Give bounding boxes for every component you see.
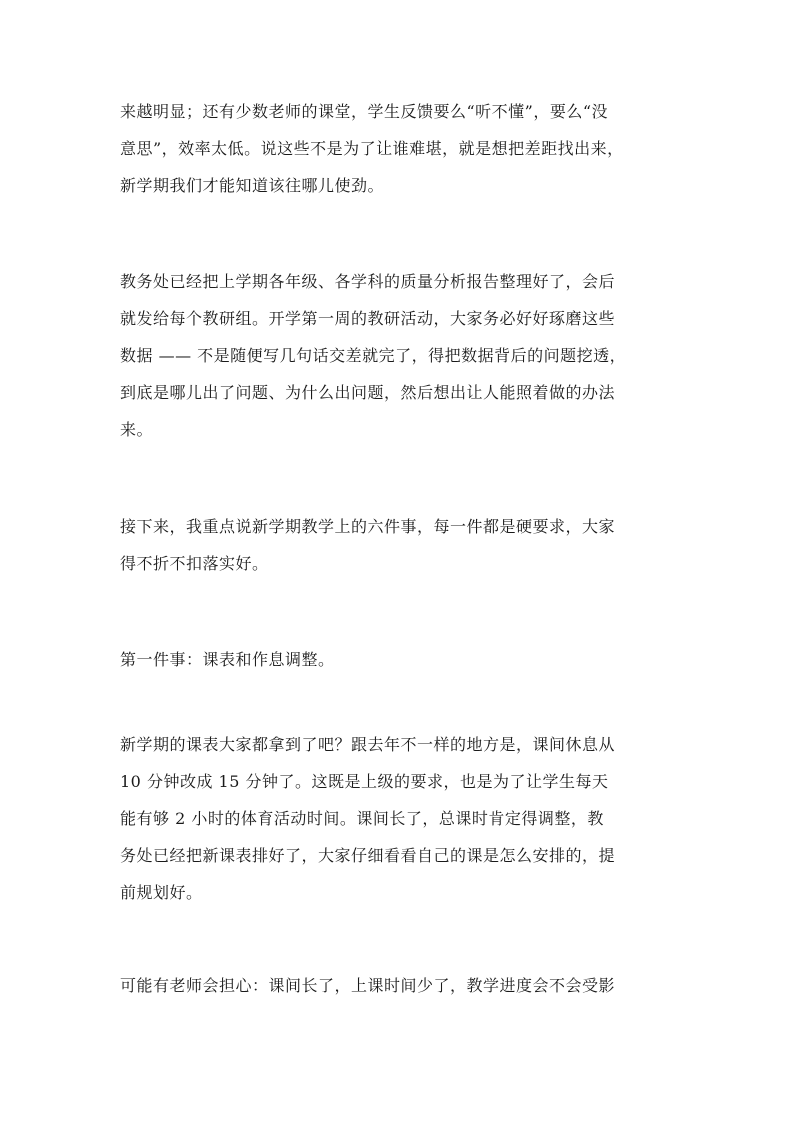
text-line: 10 分钟改成 15 分钟了。这既是上级的要求，也是为了让学生每天 [120,772,609,791]
text-line: 新学期我们才能知道该往哪儿使劲。 [120,176,385,195]
text-line: 得不折不扣落实好。 [120,554,269,573]
text-line: 前规划好。 [120,883,203,902]
text-line: 来越明显；还有少数老师的课堂，学生反馈要么“听不懂”，要么“没 [120,102,609,121]
text-line: 来。 [120,420,154,439]
text-line: 能有够 2 小时的体育活动时间。课间长了，总课时肯定得调整，教 [120,809,604,828]
text-line: 就发给每个教研组。开学第一周的教研活动，大家务必好好琢磨这些 [120,309,616,328]
text-line: 新学期的课表大家都拿到了吧？跟去年不一样的地方是，课间休息从 [120,735,616,754]
paragraph-schedule-change [120,726,690,911]
text-line: 接下来，我重点说新学期教学上的六件事，每一件都是硬要求，大家 [120,517,616,536]
text-line: 数据 —— 不是随便写几句话交差就完了，得把数据背后的问题挖透， [120,346,627,365]
paragraph-six-items-intro [120,508,690,582]
text-line: 第一件事：课表和作息调整。 [120,650,335,669]
paragraph-teacher-concern [120,967,690,1004]
text-line: 可能有老师会担心：课间长了，上课时间少了，教学进度会不会受影 [120,976,616,995]
text-line: 到底是哪儿出了问题、为什么出问题，然后想出让人能照着做的办法 [120,383,616,402]
paragraph-quality-report [120,263,690,448]
paragraph-gap-feedback [120,93,690,204]
text-line: 意思”，效率太低。说这些不是为了让谁难堪，就是想把差距找出来， [120,139,624,158]
text-line: 务处已经把新课表排好了，大家仔细看看自己的课是怎么安排的，提 [120,846,616,865]
section-heading-first-item [120,641,690,678]
text-line: 教务处已经把上学期各年级、各学科的质量分析报告整理好了，会后 [120,272,616,291]
